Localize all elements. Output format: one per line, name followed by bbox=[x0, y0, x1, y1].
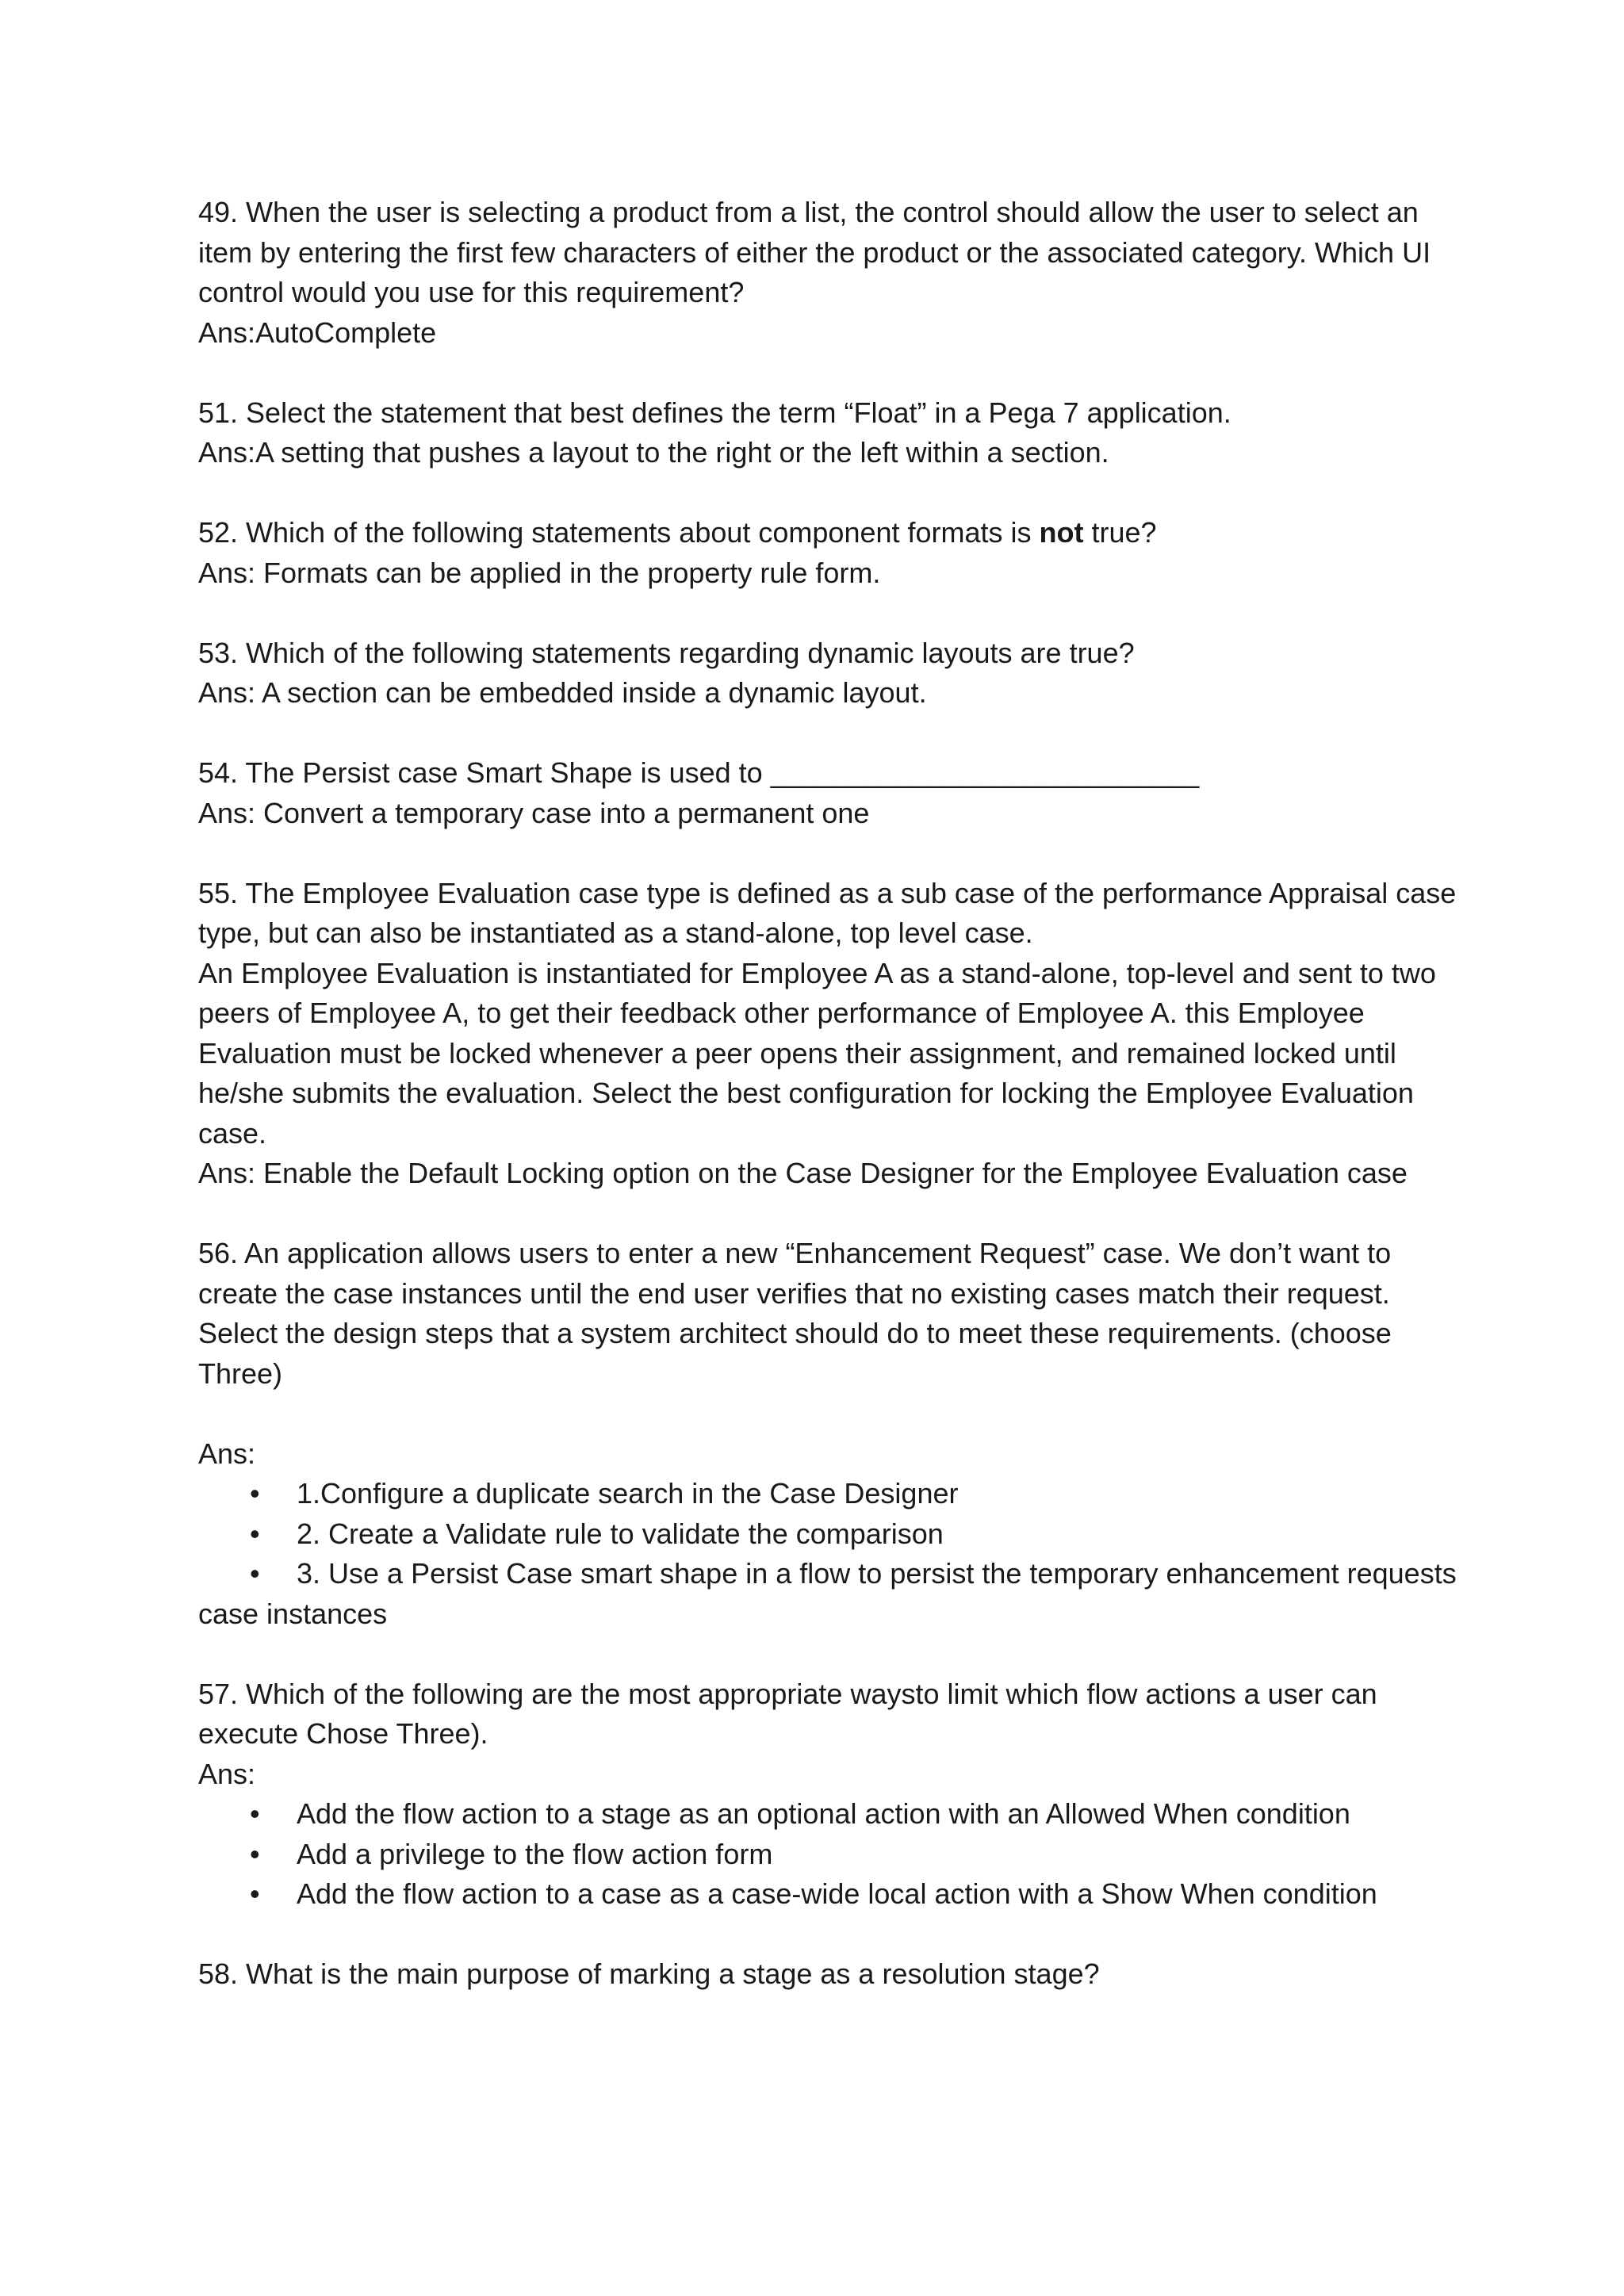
answer-text: Ans: Convert a temporary case into a permanent one bbox=[198, 796, 870, 829]
list-item: • 3. Use a Persist Case smart shape in a flow to persist the temporary enhancement requests case instances bbox=[198, 1554, 1459, 1634]
question-49 bbox=[198, 193, 1459, 353]
document-page bbox=[198, 193, 1459, 2034]
question-51 bbox=[198, 393, 1459, 473]
answer-text: Ans:A setting that pushes a layout to the right or the left within a section. bbox=[198, 436, 1109, 469]
question-text: 57. Which of the following are the most appropriate waysto limit which flow actions a user can execute Chose Three). bbox=[198, 1677, 1377, 1750]
bullet-icon: • bbox=[250, 1837, 260, 1870]
list-item: • Add a privilege to the flow action form bbox=[198, 1835, 1459, 1875]
bullet-icon: • bbox=[250, 1797, 260, 1830]
list-item: • 1.Configure a duplicate search in the Case Designer bbox=[198, 1474, 1459, 1514]
bullet-icon: • bbox=[250, 1557, 260, 1590]
question-text: 56. An application allows users to enter a new “Enhancement Request” case. We don’t want to create the case instances until the end user verifies that no existing cases match their request. Select the design steps that a system architect should do to meet these requirements. (choose Three) bbox=[198, 1237, 1392, 1390]
question-55 bbox=[198, 874, 1459, 1194]
question-52 bbox=[198, 513, 1459, 593]
question-54 bbox=[198, 753, 1459, 833]
question-text-continued: An Employee Evaluation is instantiated for Employee A as a stand-alone, top-level and sent to two peers of Employee A, to get their feedback other performance of Employee A. this Employee Evaluation must be locked whenever a peer opens their assignment, and remained locked until he/she submits the evaluation. Select the best configuration for locking the Employee Evaluation case. bbox=[198, 956, 1436, 1150]
bullet-icon: • bbox=[250, 1477, 260, 1510]
question-text: 49. When the user is selecting a product from a list, the control should allow the user to select an item by entering the first few characters of either the product or the associated category. Which UI control would you use for this requirement? bbox=[198, 196, 1431, 308]
question-text: 54. The Persist case Smart Shape is used to ___________________________ bbox=[198, 756, 1200, 789]
question-56 bbox=[198, 1234, 1459, 1634]
bullet-icon: • bbox=[250, 1877, 260, 1910]
list-item: • Add the flow action to a stage as an optional action with an Allowed When condition bbox=[198, 1794, 1459, 1835]
question-text: 58. What is the main purpose of marking a stage as a resolution stage? bbox=[198, 1957, 1100, 1990]
question-57 bbox=[198, 1674, 1459, 1915]
answer-text: Ans:AutoComplete bbox=[198, 316, 437, 349]
answer-list bbox=[198, 1474, 1459, 1634]
question-58 bbox=[198, 1954, 1459, 1995]
answer-list bbox=[198, 1794, 1459, 1915]
answer-text: Ans: A section can be embedded inside a dynamic layout. bbox=[198, 676, 927, 709]
answer-label: Ans: bbox=[198, 1757, 256, 1790]
question-53 bbox=[198, 633, 1459, 714]
question-text: 53. Which of the following statements regarding dynamic layouts are true? bbox=[198, 636, 1135, 669]
bullet-icon: • bbox=[250, 1517, 260, 1550]
spacer bbox=[198, 1394, 1459, 1434]
list-item: • 2. Create a Validate rule to validate the comparison bbox=[198, 1514, 1459, 1555]
list-item: • Add the flow action to a case as a case-wide local action with a Show When condition bbox=[198, 1874, 1459, 1915]
answer-text: Ans: Enable the Default Locking option on the Case Designer for the Employee Evaluation case bbox=[198, 1157, 1408, 1189]
answer-label: Ans: bbox=[198, 1437, 256, 1470]
question-text: 55. The Employee Evaluation case type is defined as a sub case of the performance Appraisal case type, but can also be instantiated as a stand-alone, top level case. bbox=[198, 876, 1457, 949]
emphasis-not: not bbox=[1039, 516, 1084, 549]
question-text: 52. Which of the following statements about component formats is not true? bbox=[198, 516, 1157, 549]
question-text: 51. Select the statement that best defines the term “Float” in a Pega 7 application. bbox=[198, 396, 1231, 429]
answer-text: Ans: Formats can be applied in the property rule form. bbox=[198, 556, 881, 589]
